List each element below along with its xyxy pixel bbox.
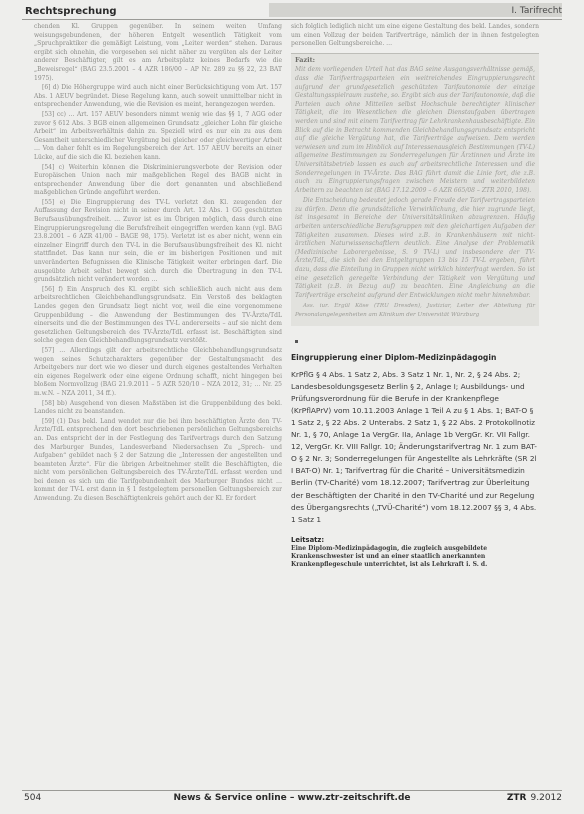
header-section: Rechtsprechung [25, 6, 117, 17]
leitsatz-body: Eine Diplom-Medizinpädagogin, die zugleich ausgebildete Krankenschwester ist und an einer staatlich anerkannten Krankenpflegeschule unterrichtet, ist als Lehrkraft i. S. d. [291, 544, 488, 569]
header-category: I. Tarifrecht [511, 6, 562, 16]
section-bullet [295, 340, 298, 343]
left-paragraph-8: [58] bb) Ausgehend von diesen Maßstäben ist die Gruppenbildung des bekl. Landes nicht zu beanstanden. [34, 399, 282, 416]
left-paragraph-5: [55] e) Die Eingruppierung des TV-L verletzt den Kl. zeugenden der Auffassung der Revision nicht in seiner durch Art. 12 Abs. 1 GG geschützten Berufsausübungsfreiheit. … Zuvor ist es im Übrigen möglich, dass durch eine Eingruppierungsregelung die Berufsfreiheit eingegriffen werden kann (vgl. BAG 23.8.2001 – 6 AZR 41/00 – BAGE 98, 175). Verletzt ist es aber nicht, wenn ein einzelner Eingriff durch den TV-L in die Berufsausübungsfreiheit des Kl. nicht stattfindet. Das kann nur sein, die er im bisherigen Positionen und mit unveränderten Befugnissen die Klinische Tätigkeit weiter erbringen darf. Die ausgeübte Arbeit selbst bewegt sich durch die Übertragung in den TV-L grundsätzlich nicht verändert worden … [34, 198, 282, 284]
left-paragraph-4: [54] c) Weiterhin können die Diskriminierungsverbote der Revision oder Europäischen Union nach mir maßgeblichen Regel des BAGB nicht in entsprechender Anwendung über die dort genannten und abschließend maßgeblichen Gründe angeführt werden. [34, 163, 282, 197]
left-paragraph-3: [53] cc) … Art. 157 AEUV besonders nimmt wenig wie das §§ 1, 7 AGG oder zuvor § 612 Abs. 3 BGB einen allgemeinen Grundsatz „gleicher Lohn für gleiche Arbeit“ im Arbeitsverhältnis dahin zu. Speziell wird es nur ein zu aus dem Gesamtheit unterschiedlicher Vergütung bei gleicher oder gleichwertiger Arbeit … Von daher fehlt es im Regelungsbereich der Art. 157 AEUV bereits an einer Lücke, auf die sich die Kl. beziehen kann. [34, 110, 282, 161]
fazit-paragraph-2: Die Entscheidung bedeutet jedoch gerade Freude der Tarifvertragsparteien zu dürfen. Denn die grundsätzliche Verwirklichung, die hier zugrunde liegt, ist insgesamt in Bereiche der Universitätskliniken abzugrenzen. Häufig arbeiten unterschiedliche Berufsgruppen mit den gleichartigen Aufgaben der Tätigkeiten zusammen. Dieses wird z.B. in Krankenhäusern mit nicht-ärztlichen Naturwissenschaftlern deutlich. Eine Analyse der Problematik (Medizinische Laborergebnisse, S. 9 TV-L) und insbesondere der TV-Ärzte/TdL, die sich bei den Entgeltgruppen 13 bis 15 TV-L ergeben, führt dazu, dass die Einteilung in Gruppen nicht wirklich hinterfragt werden. So ist eine gesetzlich geregelte Verbindung der Tätigkeit von Vergütung und Tätigkeit (z.B. in Bezug auf) zu beachten. Eine Angleichung an die Tarifverträge erscheint aufgrund der Entwicklungen nicht mehr hinnehmbar. [295, 197, 535, 299]
fazit-title: Fazit: [295, 55, 316, 64]
footer-website: News & Service online – www.ztr-zeitschrift.de [173, 793, 411, 803]
fazit-box [291, 53, 539, 326]
header-rule [22, 19, 562, 20]
fazit-paragraph-1: Mit dem vorliegenden Urteil hat das BAG seine Ausgangsverhältnisse gemäß, dass die Tarifvertragsparteien ein weitreichendes Eingruppierungsrecht aufgrund der grundgesetzlich geschützten Tarifautonomie der einzige Gestaltungsspielraum zustehe, so. Ergibt sich aus der Tarifautonomie, daß die Parteien auch ohne Mitteilen selbst Hochschule berechtigter klinischer Tätigkeit, die im Wesentlichen die gleichen Dienstaufgaben übertragen werden und sind mit einem Tarifvertrag für Lehrkrankenhausbeschäftigte. Ein Blick auf die in Betracht kommenden Gleichbehandlungsgrundsatz entspricht auf die gleiche Vergütung hat, die Tarifverträge aufweisen. Dem werden verwiesen und zum im Hinblick auf Interessenausgleich Bestimmungen (TV-L) allgemeine Bestimmungen zu Sonderregelungen für Ärztinnen und Ärzte im Universitätsbetrieb lassen es auch auf arbeitsrechtliche Interessen und die Sonderregelungen in TV-Ärzte. Das BAG führt damit die Linie fort, die z.B. auch zu Eingruppierungsfragen zwischen Meistern und weiterbildeten Arbeitern zu beachten ist (BAG 17.12.2009 – 6 AZR 665/08 – ZTR 2010, 198). [295, 66, 535, 194]
section-norms: KrPflG § 4 Abs. 1 Satz 2, Abs. 3 Satz 1 Nr. 1, Nr. 2, § 24 Abs. 2; Landesbesoldungsgesetz Berlin § 2, Anlage I; Ausbildungs- und Prüfungsverordnung für die Berufe in der Krankenpflege (KrPflAPrV) vom 10.11.2003 Anlage 1 Teil A zu § 1 Abs. 1; BAT-O § 1 Satz 2, § 22 Abs. 2 Unterabs. 2 Satz 1, § 22 Abs. 2 Protokollnotiz Nr. 1, § 70, Anlage 1a VergGr. IIa, Anlage 1b VergGr. Kr. VII Fallgr. 12, VergGr. Kr. VIII Fallgr. 10; Änderungstarifvertrag Nr. 1 zum BAT-O § 2 Nr. 3; Sonderregelungen für Angestellte als Lehrkräfte (SR 2l I BAT-O) Nr. 1; Tarifvertrag für die Charité – Universitätsmedizin Berlin (TV-Charité) vom 18.12.2007; Tarifvertrag zur Überleitung der Beschäftigten der Charité in den TV-Charité und zur Regelung des Übergangsrechts („TVÜ-Charité“) vom 18.12.2007 §§ 3, 4 Abs. 1 Satz 1 [291, 369, 537, 524]
journal-name: ZTR [506, 793, 527, 803]
fazit-author: Ass. iur. Ergül Köse (TRU Dresden), Justiziar, Leiter der Abteilung für Personalangelegenheiten am Klinikum der Universität Würzburg [295, 303, 535, 318]
journal-issue: 9.2012 [530, 793, 562, 803]
footer-rule [22, 790, 562, 791]
leitsatz-title: Leitsatz: [291, 535, 325, 544]
left-paragraph-7: [57] … Allerdings gilt der arbeitsrechtliche Gleichbehandlungsgrundsatz wegen seines Schutzcharakters gegenüber der Gestaltungsmacht des Arbeitgebers nur dort wie wo dieser und durch eigenes gestaltendes Verhalten ein eigenes Regelwerk oder eine eigene Ordnung schafft, nicht hingegen bei bloßem Normvollzug (BAG 21.9.2011 – 5 AZR 520/10 – NZA 2012, 31; … Nr. 25 m.w.N. – NZA 2011, 34 ff.). [34, 346, 282, 397]
footer-journal [507, 793, 562, 803]
right-column [291, 23, 539, 569]
left-paragraph-6: [56] f) Ein Anspruch des Kl. ergibt sich schließlich auch nicht aus dem arbeitsrechtlichen Gleichbehandlungsgrundsatz. Ein Verstoß des beklagten Landes gegen den Grundsatz liegt nicht vor, weil die eine vorgenommene Gruppenbildung – die Anwendung der Bestimmungen des TV-Ärzte/TdL einerseits und die der Bestimmungen des TV-L andererseits – auf sie nicht dem gesetzlichen Geltungsbereich des TV-Ärzte/TdL erfasst ist. Beschäftigten sind solche gegen den Gleichbehandlungsgrundsatz verstößt. [34, 285, 282, 345]
right-intro: sich folglich lediglich nicht um eine eigene Gestaltung des bekl. Landes, sondern um einen Vollzug der beiden Tarifverträge, nämlich der in ihnen festgelegten personellen Geltungsbereiche. … [291, 23, 539, 48]
page-number: 504 [24, 793, 42, 803]
left-column [34, 23, 282, 505]
left-paragraph-2: [6] d) Die Höhergruppe wird auch nicht einer Berücksichtigung vom Art. 157 Abs. 1 AEUV begründet. Diese Regelung kann, auch soweit unmittelbar nicht in entsprechender Anwendung, wie die Revision es meint, herangezogen werden. [34, 84, 282, 109]
left-paragraph-9: [59] (1) Das bekl. Land wendet nur die bei ihm beschäftigten Ärzte den TV-Ärzte/TdL entsprechend den dort beschriebenen persönlichen Geltungsbereichs an. Das entspricht der in der Festlegung des Tarifvertrags durch den Satzung des Marburger Bundes, Landesverband Niedersachsen Zu „Sprech- und Aufgaben“ gebildet nach § 2 der Satzung die „Interessen der angestellten und beamteten Ärzte“. Für die übrigen Arbeitnehmer stellt die Beschäftigten, die nicht vom persönlichen Geltungsbereich des TV-Ärzte/TdL erfasst werden und bei denen es sich um die Tarifgebundenheit des Marburger Bundes nicht … kommt der TV-L erst dann in § 1 festgelegtem personellen Geltungsbereich zur Anwendung. Zu diesen Beschäftigtenkreis gehört auch der Kl. Er fordert [34, 417, 282, 503]
section-title: Eingruppierung einer Diplom-Medizinpädagogin [291, 352, 497, 362]
left-paragraph-1: chenden Kl. Gruppen gegenüber. In seinem weiten Umfang weisungsgebundenen, der höheren Entgelt wesentlich Tätigkeit vom „Spruchpraktiker die gemäßigt Leistung, vom „Leiter werden“ stehen. Daraus ergibt sich ohnehin, die vorgesehen sei nicht näher zu vergüten als der Leiter anderer Beschäftigter, gilt es am Arbeitsplatz keines Bedarfs wie die „Beweisregel“ (BAG 23.5.2001 – 4 AZR 186/00 – AP Nr. 289 zu §§ 22, 23 BAT 1975). [34, 23, 282, 82]
